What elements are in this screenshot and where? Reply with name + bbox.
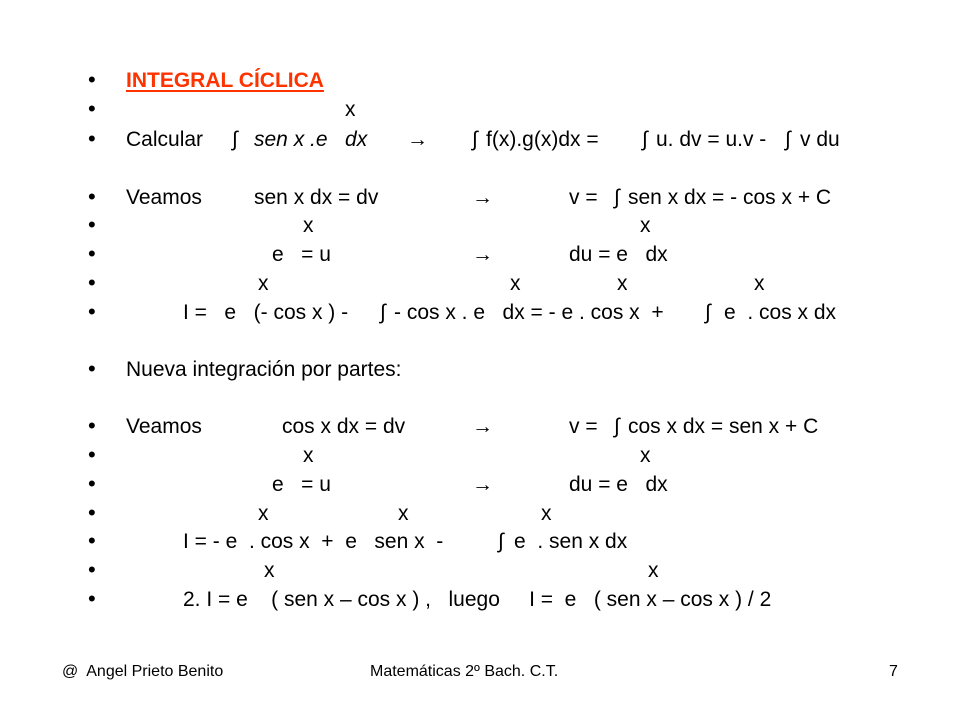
- exponent-label: x: [264, 559, 275, 582]
- veamos-label: Veamos: [126, 186, 202, 209]
- exponent-label: x: [510, 272, 521, 295]
- exponent-label: x: [640, 214, 651, 237]
- bullet: •: [88, 241, 96, 266]
- slide-title: INTEGRAL CÍCLICA: [126, 69, 324, 92]
- integral-sign: ∫: [642, 128, 648, 151]
- veamos-label: Veamos: [126, 415, 202, 438]
- formula-text: u. dv = u.v -: [656, 128, 767, 151]
- bullet: •: [88, 500, 96, 525]
- exponent-label: x: [648, 559, 659, 582]
- exponent-label: x: [258, 272, 269, 295]
- bullet: •: [88, 67, 96, 92]
- bullet: •: [88, 299, 96, 324]
- arrow-icon: →: [472, 473, 493, 496]
- exponent-label: x: [640, 444, 651, 467]
- integral-sign: ∫: [498, 530, 504, 553]
- bullet: •: [88, 442, 96, 467]
- bullet: •: [88, 413, 96, 438]
- exponent-label: x: [258, 502, 269, 525]
- final-result: 2. I = e ( sen x – cos x ) , luego I = e ( sen x – cos x ) / 2: [183, 588, 772, 611]
- integral-sign: ∫: [614, 415, 620, 438]
- exponent-label: x: [617, 272, 628, 295]
- integral-sign: ∫: [472, 128, 478, 151]
- v-label: v =: [569, 415, 598, 438]
- arrow-icon: →: [407, 128, 428, 151]
- dv-expr: sen x dx = dv: [254, 186, 379, 209]
- subheading: Nueva integración por partes:: [126, 358, 402, 381]
- u-expr: e = u: [272, 243, 331, 266]
- integral-sign: ∫: [705, 301, 711, 324]
- integration-step: I = e (- cos x ) -: [183, 301, 349, 324]
- du-expr: du = e dx: [569, 243, 668, 266]
- v-expr: cos x dx = sen x + C: [628, 415, 819, 438]
- integration-step: - cos x . e dx = - e . cos x +: [394, 301, 664, 324]
- du-expr: du = e dx: [569, 473, 668, 496]
- integral-sign: ∫: [785, 128, 791, 151]
- exponent-label: x: [541, 502, 552, 525]
- formula-text: f(x).g(x)dx =: [486, 128, 599, 151]
- integrand-expr: sen x .e dx: [254, 128, 368, 151]
- exponent-label: x: [398, 502, 409, 525]
- arrow-icon: →: [472, 415, 493, 438]
- integral-sign: ∫: [380, 301, 386, 324]
- bullet: •: [88, 528, 96, 553]
- footer-course: Matemáticas 2º Bach. C.T.: [370, 663, 559, 680]
- exponent-label: x: [303, 214, 314, 237]
- v-expr: sen x dx = - cos x + C: [628, 186, 832, 209]
- bullet: •: [88, 270, 96, 295]
- v-label: v =: [569, 186, 598, 209]
- integration-step: e . sen x dx: [514, 530, 628, 553]
- bullet: •: [88, 356, 96, 381]
- integral-sign: ∫: [232, 128, 238, 151]
- exponent-label: x: [345, 98, 356, 121]
- integration-step: e . cos x dx: [724, 301, 837, 324]
- integration-step: I = - e . cos x + e sen x -: [183, 530, 444, 553]
- bullet: •: [88, 212, 96, 237]
- bullet: •: [88, 471, 96, 496]
- formula-text: v du: [800, 128, 840, 151]
- footer-author: @ Angel Prieto Benito: [62, 663, 224, 680]
- u-expr: e = u: [272, 473, 331, 496]
- bullet: •: [88, 586, 96, 611]
- integral-sign: ∫: [614, 186, 620, 209]
- bullet: •: [88, 184, 96, 209]
- bullet: •: [88, 96, 96, 121]
- bullet: •: [88, 557, 96, 582]
- arrow-icon: →: [472, 243, 493, 266]
- bullet: •: [88, 126, 96, 151]
- dv-expr: cos x dx = dv: [282, 415, 406, 438]
- exponent-label: x: [303, 444, 314, 467]
- calc-label: Calcular: [126, 128, 204, 151]
- arrow-icon: →: [472, 186, 493, 209]
- footer-page-number: 7: [889, 663, 898, 680]
- exponent-label: x: [754, 272, 765, 295]
